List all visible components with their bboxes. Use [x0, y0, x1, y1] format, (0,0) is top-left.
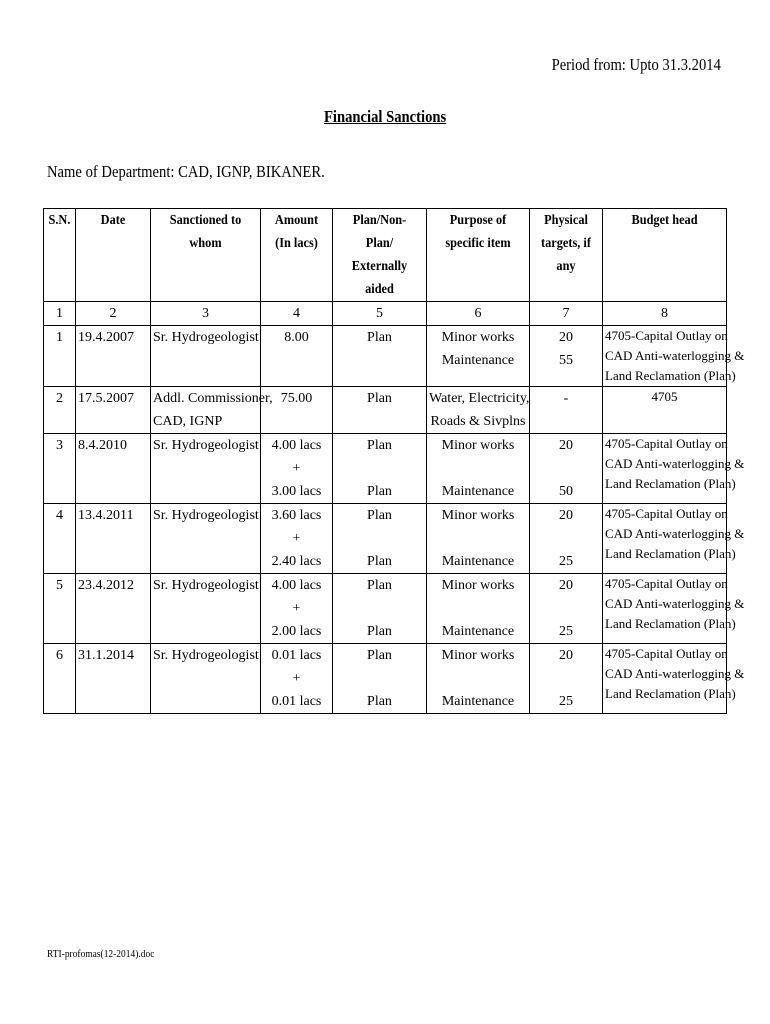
cell-sn [44, 434, 76, 504]
cell-line: + [292, 461, 301, 476]
cell-line: Sr. Hydrogeologist [153, 648, 259, 663]
sanctions-table [43, 208, 745, 714]
cell-line: Plan [367, 484, 392, 499]
cell-line: + [292, 601, 301, 616]
cell-line: 23.4.2012 [78, 578, 134, 593]
cell-amount [261, 326, 333, 387]
cell-line: Minor works [441, 508, 515, 523]
cell-sn [44, 644, 76, 714]
cell-line: 75.00 [280, 391, 313, 406]
column-number: 6 [427, 302, 530, 326]
cell-line: 4705 [651, 389, 678, 404]
column-number: 5 [333, 302, 427, 326]
cell-line: Plan [367, 508, 392, 523]
cell-line: Plan [367, 648, 392, 663]
cell-targets [530, 644, 603, 714]
cell-line: 4.00 lacs [271, 578, 322, 593]
cell-line: Sr. Hydrogeologist [153, 438, 259, 453]
cell-line: 19.4.2007 [78, 330, 134, 345]
cell-line: 31.1.2014 [78, 648, 134, 663]
header-purpose: Purpose of specific item [427, 209, 530, 302]
cell-line [429, 667, 527, 690]
cell-amount [261, 504, 333, 574]
cell-line: 20 [559, 438, 573, 453]
cell-line: Plan [367, 330, 392, 345]
cell-whom [151, 434, 261, 504]
cell-date [76, 504, 151, 574]
cell-line: + [292, 671, 301, 686]
header-budget: Budget head [603, 209, 727, 302]
table-row [44, 434, 727, 504]
cell-budget [603, 574, 745, 644]
cell-targets [530, 326, 603, 387]
cell-whom [151, 504, 261, 574]
cell-purpose [427, 504, 530, 574]
cell-line: Plan [367, 624, 392, 639]
cell-line: Addl. Commissioner, [153, 391, 273, 406]
cell-line: Plan [367, 391, 392, 406]
cell-line: Sr. Hydrogeologist [153, 578, 259, 593]
header-amount: Amount (In lacs) [261, 209, 333, 302]
cell-line: CAD Anti-waterlogging & [605, 348, 745, 363]
header-sn: S.N. [44, 209, 76, 302]
cell-line: 50 [559, 484, 573, 499]
cell-line: 20 [559, 648, 573, 663]
column-number: 2 [76, 302, 151, 326]
cell-line: 4 [56, 508, 63, 523]
cell-line: CAD, IGNP [153, 414, 223, 429]
cell-line [335, 667, 424, 690]
cell-whom [151, 574, 261, 644]
cell-line: - [563, 391, 569, 406]
cell-line [429, 527, 527, 550]
cell-line [335, 597, 424, 620]
cell-budget [603, 434, 745, 504]
cell-line: Minor works [441, 578, 515, 593]
cell-line [335, 349, 424, 372]
cell-line: Maintenance [441, 694, 515, 709]
cell-line: 4705-Capital Outlay on [605, 506, 728, 521]
cell-line: 2.00 lacs [271, 624, 322, 639]
cell-line [532, 667, 600, 690]
cell-line: 4705-Capital Outlay on [605, 328, 728, 343]
cell-line: Minor works [441, 648, 515, 663]
cell-plan [333, 434, 427, 504]
cell-line: 20 [559, 578, 573, 593]
department-label: Name of Department: CAD, IGNP, BIKANER. [47, 162, 325, 181]
cell-date [76, 387, 151, 434]
cell-targets [530, 504, 603, 574]
footer-filename: RTI-profomas(12-2014).doc [47, 948, 155, 960]
cell-line: 5 [56, 578, 63, 593]
cell-targets [530, 434, 603, 504]
title-text: Financial Sanctions [323, 107, 447, 126]
column-number: 8 [603, 302, 727, 326]
cell-line [532, 527, 600, 550]
cell-line: Land Reclamation (Plan) [605, 616, 736, 631]
cell-line: 25 [559, 694, 573, 709]
period-label: Period from: Upto 31.3.2014 [551, 55, 721, 74]
cell-line: Plan [367, 438, 392, 453]
cell-date [76, 574, 151, 644]
column-number-row [44, 302, 727, 326]
cell-purpose [427, 326, 530, 387]
column-number: 4 [261, 302, 333, 326]
cell-line: Land Reclamation (Plan) [605, 546, 736, 561]
cell-amount [261, 434, 333, 504]
header-row [44, 209, 727, 302]
cell-line: Land Reclamation (Plan) [605, 368, 736, 383]
cell-whom [151, 644, 261, 714]
cell-line [532, 597, 600, 620]
header-date: Date [76, 209, 151, 302]
cell-purpose [427, 574, 530, 644]
cell-line: 3 [56, 438, 63, 453]
cell-amount [261, 644, 333, 714]
cell-line [429, 457, 527, 480]
cell-plan [333, 504, 427, 574]
cell-line: CAD Anti-waterlogging & [605, 456, 745, 471]
cell-line: 4.00 lacs [271, 438, 322, 453]
cell-sn [44, 387, 76, 434]
cell-line: Minor works [441, 330, 515, 345]
cell-line: 4705-Capital Outlay on [605, 436, 728, 451]
cell-line: 55 [559, 353, 573, 368]
cell-purpose [427, 644, 530, 714]
cell-targets [530, 574, 603, 644]
cell-targets [530, 387, 603, 434]
column-number: 3 [151, 302, 261, 326]
cell-date [76, 326, 151, 387]
cell-line [335, 527, 424, 550]
cell-budget [603, 644, 745, 714]
cell-line: 8.4.2010 [78, 438, 127, 453]
page-title [0, 107, 770, 127]
cell-date [76, 644, 151, 714]
cell-budget [603, 326, 745, 387]
header-plan: Plan/Non-Plan/ Externally aided [333, 209, 427, 302]
cell-line: Plan [367, 694, 392, 709]
cell-line: 2 [56, 391, 63, 406]
cell-plan [333, 387, 427, 434]
cell-line: 8.00 [284, 330, 309, 345]
cell-line: 25 [559, 554, 573, 569]
cell-line: 4705-Capital Outlay on [605, 646, 728, 661]
cell-line: Maintenance [441, 624, 515, 639]
cell-line: CAD Anti-waterlogging & [605, 526, 745, 541]
cell-line: Minor works [441, 438, 515, 453]
cell-amount [261, 574, 333, 644]
table-row [44, 644, 727, 714]
cell-line: Sr. Hydrogeologist [153, 508, 259, 523]
cell-sn [44, 574, 76, 644]
header-whom: Sanctioned to whom [151, 209, 261, 302]
cell-line: 3.60 lacs [271, 508, 322, 523]
cell-sn [44, 326, 76, 387]
cell-line: 1 [56, 330, 63, 345]
cell-line: Maintenance [441, 484, 515, 499]
cell-line: 13.4.2011 [78, 508, 134, 523]
cell-line: 3.00 lacs [271, 484, 322, 499]
cell-plan [333, 644, 427, 714]
table-row [44, 387, 727, 434]
table-row [44, 326, 727, 387]
cell-line: + [292, 531, 301, 546]
cell-line: Sr. Hydrogeologist [153, 330, 259, 345]
cell-sn [44, 504, 76, 574]
cell-line: 17.5.2007 [78, 391, 134, 406]
column-number: 1 [44, 302, 76, 326]
cell-whom [151, 326, 261, 387]
cell-line: CAD Anti-waterlogging & [605, 666, 745, 681]
cell-whom [151, 387, 273, 434]
cell-line: 25 [559, 624, 573, 639]
cell-line [429, 597, 527, 620]
cell-line: Plan [367, 554, 392, 569]
cell-line: 20 [559, 330, 573, 345]
cell-date [76, 434, 151, 504]
table-row [44, 574, 727, 644]
cell-line: 0.01 lacs [271, 694, 322, 709]
cell-line: Land Reclamation (Plan) [605, 686, 736, 701]
cell-line: 4705-Capital Outlay on [605, 576, 728, 591]
cell-line: 20 [559, 508, 573, 523]
table-row [44, 504, 727, 574]
column-number: 7 [530, 302, 603, 326]
cell-budget [603, 504, 745, 574]
cell-budget [603, 387, 727, 434]
cell-line: Maintenance [441, 353, 515, 368]
cell-line: Roads & Sivplns [430, 414, 526, 429]
cell-line: 2.40 lacs [271, 554, 322, 569]
cell-line [532, 457, 600, 480]
cell-line [335, 457, 424, 480]
cell-plan [333, 326, 427, 387]
header-targets: Physical targets, if any [530, 209, 603, 302]
cell-purpose [427, 387, 530, 434]
cell-line: Plan [367, 578, 392, 593]
cell-line: CAD Anti-waterlogging & [605, 596, 745, 611]
cell-line: Water, Electricity, [429, 391, 530, 406]
cell-line: 0.01 lacs [271, 648, 322, 663]
cell-purpose [427, 434, 530, 504]
cell-line: Maintenance [441, 554, 515, 569]
cell-line: Land Reclamation (Plan) [605, 476, 736, 491]
cell-line: 6 [56, 648, 63, 663]
cell-plan [333, 574, 427, 644]
